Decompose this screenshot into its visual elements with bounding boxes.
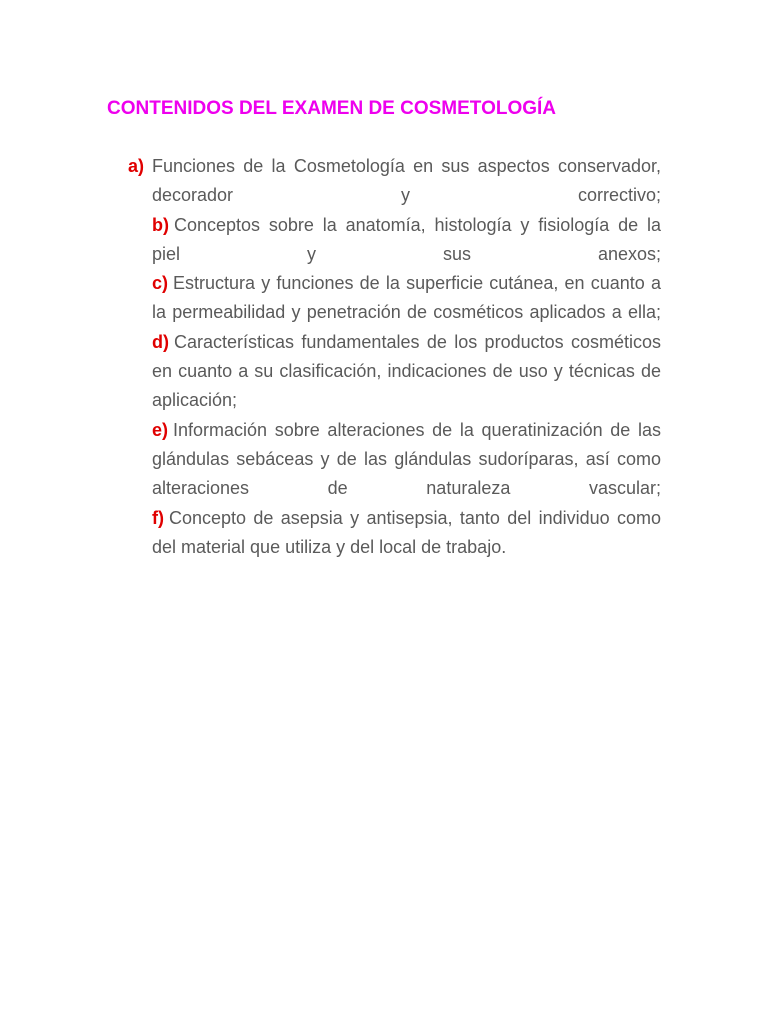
list-item-a bbox=[128, 152, 661, 211]
item-text: Características fundamentales de los productos cosméticos en cuanto a su clasificación, indicaciones de uso y técnicas de aplicación; bbox=[152, 331, 661, 411]
item-letter: e) bbox=[152, 419, 169, 440]
item-text: Información sobre alteraciones de la queratinización de las glándulas sebáceas y de las glándulas sudoríparas, así como alteraciones de naturaleza vascular; bbox=[152, 419, 661, 499]
item-letter: a) bbox=[128, 156, 145, 176]
list-item-b bbox=[152, 211, 661, 270]
list-item-f bbox=[152, 504, 661, 563]
list-item-d bbox=[152, 328, 661, 416]
item-text: Estructura y funciones de la superficie cutánea, en cuanto a la permeabilidad y penetración de cosméticos aplicados a ella; bbox=[152, 273, 661, 323]
item-letter: c) bbox=[152, 273, 169, 294]
page-title: CONTENIDOS DEL EXAMEN DE COSMETOLOGÍA bbox=[107, 98, 557, 119]
item-text: Conceptos sobre la anatomía, histología y fisiología de la piel y sus anexos; bbox=[152, 214, 661, 264]
list-item-c bbox=[152, 269, 661, 328]
item-text: Funciones de la Cosmetología en sus aspectos conservador, decorador y correctivo; bbox=[152, 156, 661, 206]
item-letter: f) bbox=[152, 507, 164, 528]
item-letter: b) bbox=[152, 214, 169, 235]
item-letter: d) bbox=[152, 331, 169, 352]
list-item-e bbox=[152, 416, 661, 504]
item-text: Concepto de asepsia y antisepsia, tanto del individuo como del material que utiliza y del local de trabajo. bbox=[152, 507, 661, 557]
exam-contents-list bbox=[128, 152, 661, 562]
